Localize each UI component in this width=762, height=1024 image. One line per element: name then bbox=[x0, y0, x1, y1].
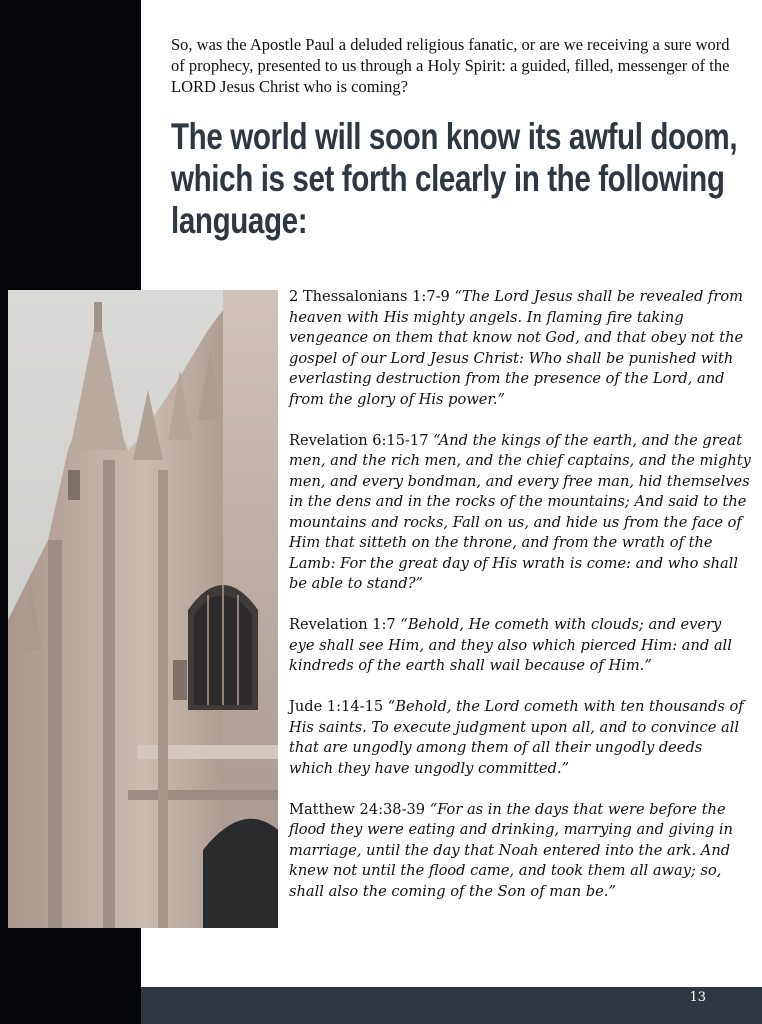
verse-reference: 2 Thessalonians 1:7-9 bbox=[289, 288, 455, 305]
page-heading bbox=[171, 116, 738, 242]
cathedral-photo bbox=[8, 290, 278, 928]
page-number: 13 bbox=[689, 990, 706, 1005]
verse-item bbox=[289, 615, 751, 677]
verse-item bbox=[289, 287, 751, 410]
verse-quote: “The Lord Jesus shall be revealed from heaven with His mighty angels. In flaming fire taking vengeance on them that know not God, and that obey not the gospel of our Lord Jesus Christ: Who shall be punished with everlasting destruction from the presence of the Lord, and from the glory of His power.” bbox=[289, 288, 744, 408]
verse-item bbox=[289, 800, 751, 903]
verse-reference: Matthew 24:38-39 bbox=[289, 800, 430, 818]
heading-line-3: language: bbox=[171, 200, 308, 241]
heading-line-1: The world will soon know its awful doom, bbox=[171, 116, 738, 157]
verse-quote: “And the kings of the earth, and the great men, and the rich men, and the chief captains, and the mighty men, and every bondman, and every free man, hid themselves in the dens and in the rocks of the mountains; And said to the mountains and rocks, Fall on us, and hide us from the face of Him that sitteth on the throne, and from the wrath of the Lamb: For the great day of His wrath is come: and who shall be able to stand?” bbox=[289, 431, 751, 592]
verse-reference: Revelation 1:7 bbox=[289, 616, 401, 633]
verse-quote: “Behold, the Lord cometh with ten thousands of His saints. To execute judgment upon all, and to convince all that are ungodly among them of all their ungodly deeds which they have ungodly committed.” bbox=[289, 698, 744, 777]
footer-bar bbox=[141, 987, 762, 1024]
verse-item bbox=[289, 431, 751, 595]
verse-item bbox=[289, 697, 751, 779]
verse-reference: Jude 1:14-15 bbox=[289, 698, 388, 715]
verse-list bbox=[289, 287, 751, 923]
intro-paragraph: So, was the Apostle Paul a deluded religious fanatic, or are we receiving a sure word of prophecy, presented to us through a Holy Spirit: a guided, filled, messenger of the LORD Jesus Christ who is coming? bbox=[171, 35, 730, 96]
verse-quote: “For as in the days that were before the flood they were eating and drinking, marrying and giving in marriage, until the day that Noah entered into the ark. And knew not until the flood came, and took them all away; so, shall also the coming of the Son of man be.” bbox=[289, 800, 733, 900]
heading-line-2: which is set forth clearly in the following bbox=[171, 158, 725, 199]
verse-quote: “Behold, He cometh with clouds; and every eye shall see Him, and they also which pierced Him: and all kindreds of the earth shall wail because of Him.” bbox=[289, 616, 732, 674]
verse-reference: Revelation 6:15-17 bbox=[289, 431, 434, 449]
